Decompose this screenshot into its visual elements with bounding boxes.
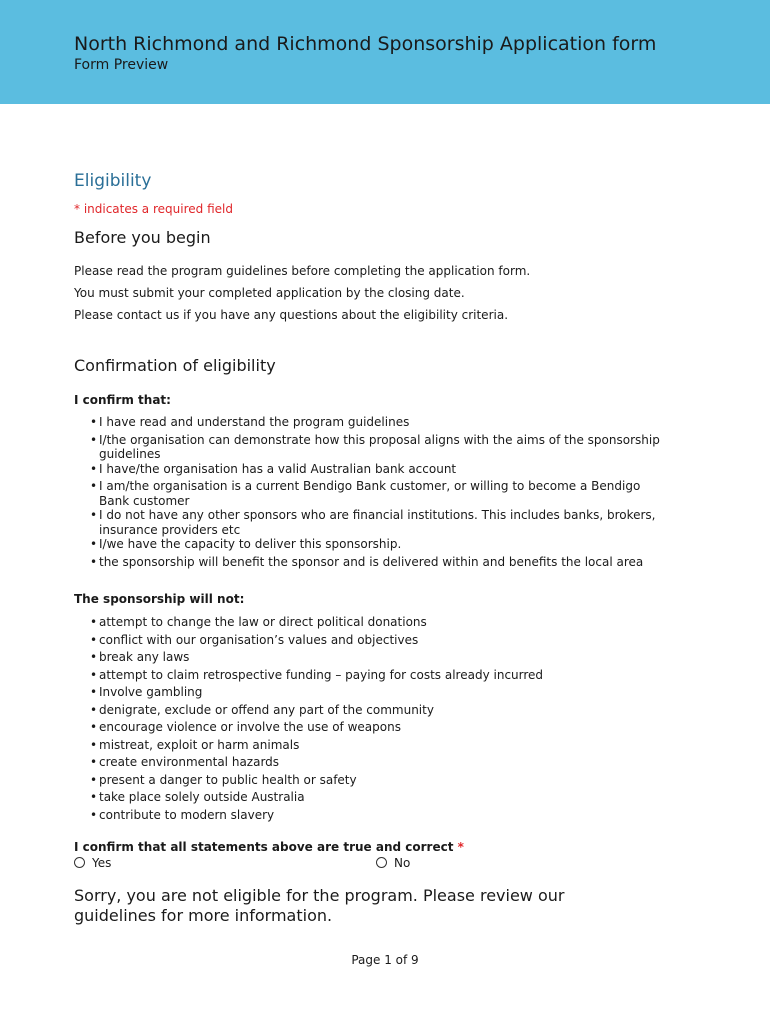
list-item: • encourage violence or involve the use of weapons <box>90 719 660 737</box>
form-header <box>0 0 770 104</box>
list-item: • break any laws <box>90 649 660 667</box>
required-mark: * <box>457 840 464 854</box>
confirmation-heading: Confirmation of eligibility <box>74 356 276 375</box>
intro-line: You must submit your completed application by the closing date. <box>74 286 465 300</box>
radio-yes[interactable] <box>74 856 111 870</box>
confirm-question-text: I confirm that all statements above are true and correct <box>74 840 454 854</box>
list-item: • conflict with our organisation’s values and objectives <box>90 632 660 650</box>
section-title: Eligibility <box>74 171 152 191</box>
radio-circle-icon[interactable] <box>74 857 85 868</box>
list-item: • I/the organisation can demonstrate how this proposal aligns with the aims of the sponsorship guidelines <box>90 433 660 462</box>
list-item: • I have read and understand the program guidelines <box>90 415 660 430</box>
list-item: • mistreat, exploit or harm animals <box>90 737 660 755</box>
page-number: Page 1 of 9 <box>351 953 419 967</box>
confirm-question <box>74 840 464 854</box>
list-item: • take place solely outside Australia <box>90 789 660 807</box>
list-item: • I/we have the capacity to deliver this sponsorship. <box>90 537 660 552</box>
intro-line: Please contact us if you have any questions about the eligibility criteria. <box>74 308 509 322</box>
list-item: • contribute to modern slavery <box>90 807 660 825</box>
confirm-label: I confirm that: <box>74 393 171 407</box>
list-item: • attempt to claim retrospective funding – paying for costs already incurred <box>90 667 660 685</box>
radio-no-label: No <box>394 856 411 870</box>
list-item: • denigrate, exclude or offend any part of the community <box>90 702 660 720</box>
list-item: • I am/the organisation is a current Bendigo Bank customer, or willing to become a Bendigo Bank customer <box>90 479 660 508</box>
before-you-begin-heading: Before you begin <box>74 228 211 247</box>
list-item: • present a danger to public health or safety <box>90 772 660 790</box>
required-field-note: * indicates a required field <box>74 202 233 216</box>
confirm-list <box>90 415 660 569</box>
list-item: • the sponsorship will benefit the sponsor and is delivered within and benefits the local area <box>90 555 660 570</box>
will-not-list <box>90 614 660 824</box>
radio-yes-label: Yes <box>92 856 112 870</box>
radio-no[interactable] <box>376 856 410 870</box>
will-not-label: The sponsorship will not: <box>74 592 245 606</box>
list-item: • I do not have any other sponsors who are financial institutions. This includes banks, brokers, insurance providers etc <box>90 508 660 537</box>
radio-circle-icon[interactable] <box>376 857 387 868</box>
list-item: • attempt to change the law or direct political donations <box>90 614 660 632</box>
intro-line: Please read the program guidelines before completing the application form. <box>74 264 531 278</box>
form-subtitle: Form Preview <box>74 57 169 73</box>
ineligible-message: Sorry, you are not eligible for the program. Please review our guidelines for more information. <box>74 886 565 925</box>
list-item: • I have/the organisation has a valid Australian bank account <box>90 462 660 477</box>
form-title: North Richmond and Richmond Sponsorship Application form <box>74 33 657 55</box>
list-item: • Involve gambling <box>90 684 660 702</box>
list-item: • create environmental hazards <box>90 754 660 772</box>
